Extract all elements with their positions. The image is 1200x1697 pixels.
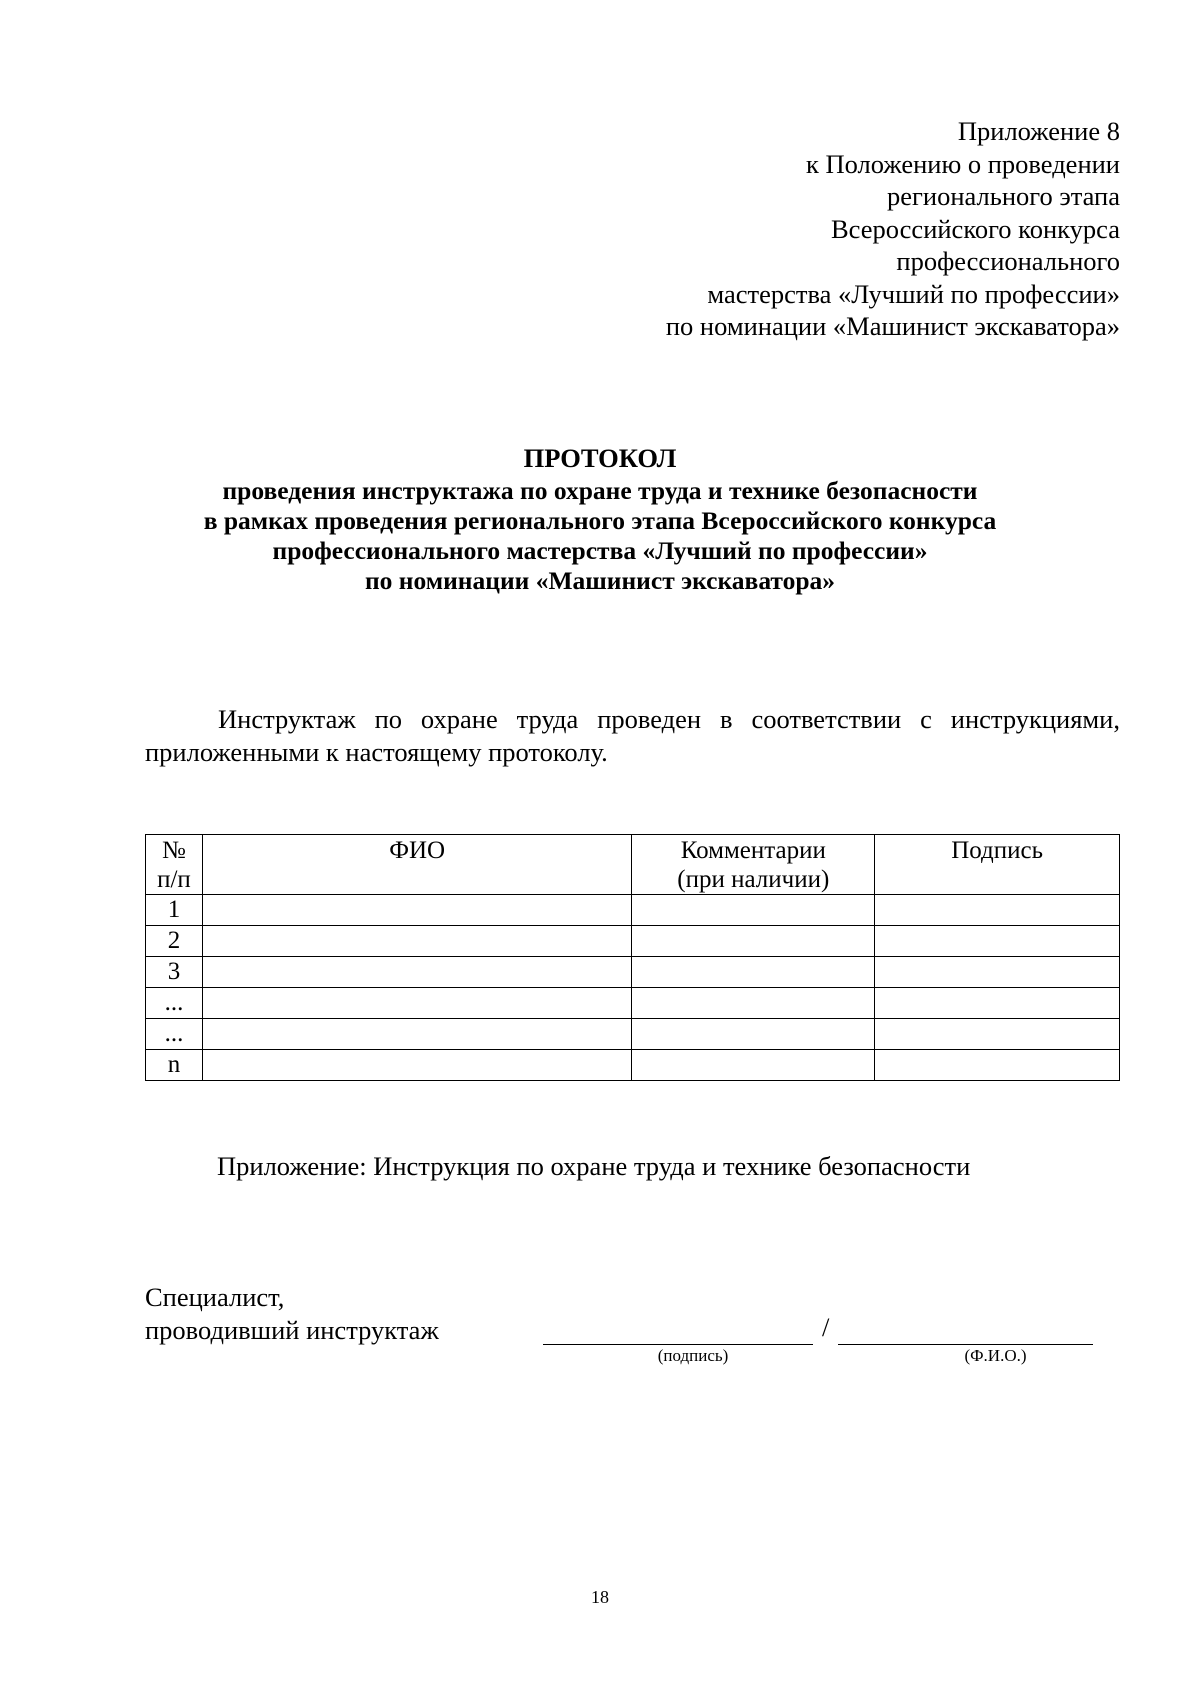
row-number: ... <box>146 1019 203 1050</box>
protocol-title: ПРОТОКОЛ <box>523 443 677 473</box>
appendix-line: Всероссийского конкурса <box>830 213 1120 244</box>
table-header-row <box>146 835 1120 895</box>
header-signature: Подпись <box>875 835 1120 895</box>
row-number: n <box>146 1050 203 1081</box>
comment-cell[interactable] <box>632 895 875 926</box>
signature-line[interactable] <box>543 1344 813 1345</box>
heading-line: по номинации «Машинист экскаватора» <box>364 566 836 595</box>
appendix-reference <box>666 115 1120 343</box>
name-line[interactable] <box>838 1344 1093 1345</box>
fio-cell[interactable] <box>202 988 631 1019</box>
signature-cell[interactable] <box>875 1019 1120 1050</box>
participants-table <box>145 834 1120 1081</box>
intro-line: приложенными к настоящему протоколу. <box>145 736 608 767</box>
comment-cell[interactable] <box>632 957 875 988</box>
signature-separator: / <box>822 1312 830 1342</box>
signature-cell[interactable] <box>875 895 1120 926</box>
signature-cell[interactable] <box>875 926 1120 957</box>
header-number-line: № <box>162 837 186 864</box>
intro-line: Инструктаж по охране труда проведен в соответствии с инструкциями, <box>218 704 1120 734</box>
page-number: 18 <box>591 1587 609 1607</box>
header-number <box>146 835 203 895</box>
table-row <box>146 957 1120 988</box>
header-comment-line: Комментарии <box>680 837 826 864</box>
table-row <box>146 988 1120 1019</box>
appendix-line: профессионального <box>896 246 1120 276</box>
appendix-line: к Положению о проведении <box>806 148 1120 179</box>
table-row <box>146 1050 1120 1081</box>
heading-line: проведения инструктажа по охране труда и технике безопасности <box>222 476 978 505</box>
fio-cell[interactable] <box>202 895 631 926</box>
table-row <box>146 926 1120 957</box>
signer-line: Специалист, <box>145 1282 285 1312</box>
signer-line: проводивший инструктаж <box>145 1314 439 1345</box>
protocol-heading <box>80 443 1120 596</box>
appendix-line: регионального этапа <box>887 181 1120 211</box>
fio-cell[interactable] <box>202 957 631 988</box>
row-number: 2 <box>146 926 203 957</box>
appendix-line: по номинации «Машинист экскаватора» <box>665 311 1120 341</box>
signature-cell[interactable] <box>875 1050 1120 1081</box>
heading-line: в рамках проведения регионального этапа Всероссийского конкурса <box>203 506 997 535</box>
comment-cell[interactable] <box>632 1050 875 1081</box>
fio-cell[interactable] <box>202 1019 631 1050</box>
heading-line: профессионального мастерства «Лучший по профессии» <box>272 536 928 565</box>
fio-cell[interactable] <box>202 926 631 957</box>
comment-cell[interactable] <box>632 988 875 1019</box>
signer-label <box>145 1281 439 1346</box>
row-number: 3 <box>146 957 203 988</box>
header-number-line: п/п <box>157 866 191 893</box>
row-number: 1 <box>146 895 203 926</box>
attachment-note: Приложение: Инструкция по охране труда и технике безопасности <box>217 1151 971 1181</box>
header-comment-line: (при наличии) <box>677 866 830 893</box>
signature-cell[interactable] <box>875 957 1120 988</box>
table-row <box>146 1019 1120 1050</box>
comment-cell[interactable] <box>632 1019 875 1050</box>
row-number: ... <box>146 988 203 1019</box>
signature-caption: (подпись) <box>657 1346 729 1365</box>
appendix-line: мастерства «Лучший по профессии» <box>707 278 1120 309</box>
intro-paragraph <box>145 703 1120 768</box>
header-fio: ФИО <box>202 835 631 895</box>
signature-cell[interactable] <box>875 988 1120 1019</box>
appendix-line: Приложение 8 <box>957 116 1120 146</box>
table-row <box>146 895 1120 926</box>
name-caption: (Ф.И.О.) <box>964 1346 1027 1365</box>
fio-cell[interactable] <box>202 1050 631 1081</box>
comment-cell[interactable] <box>632 926 875 957</box>
header-comment <box>632 835 875 895</box>
